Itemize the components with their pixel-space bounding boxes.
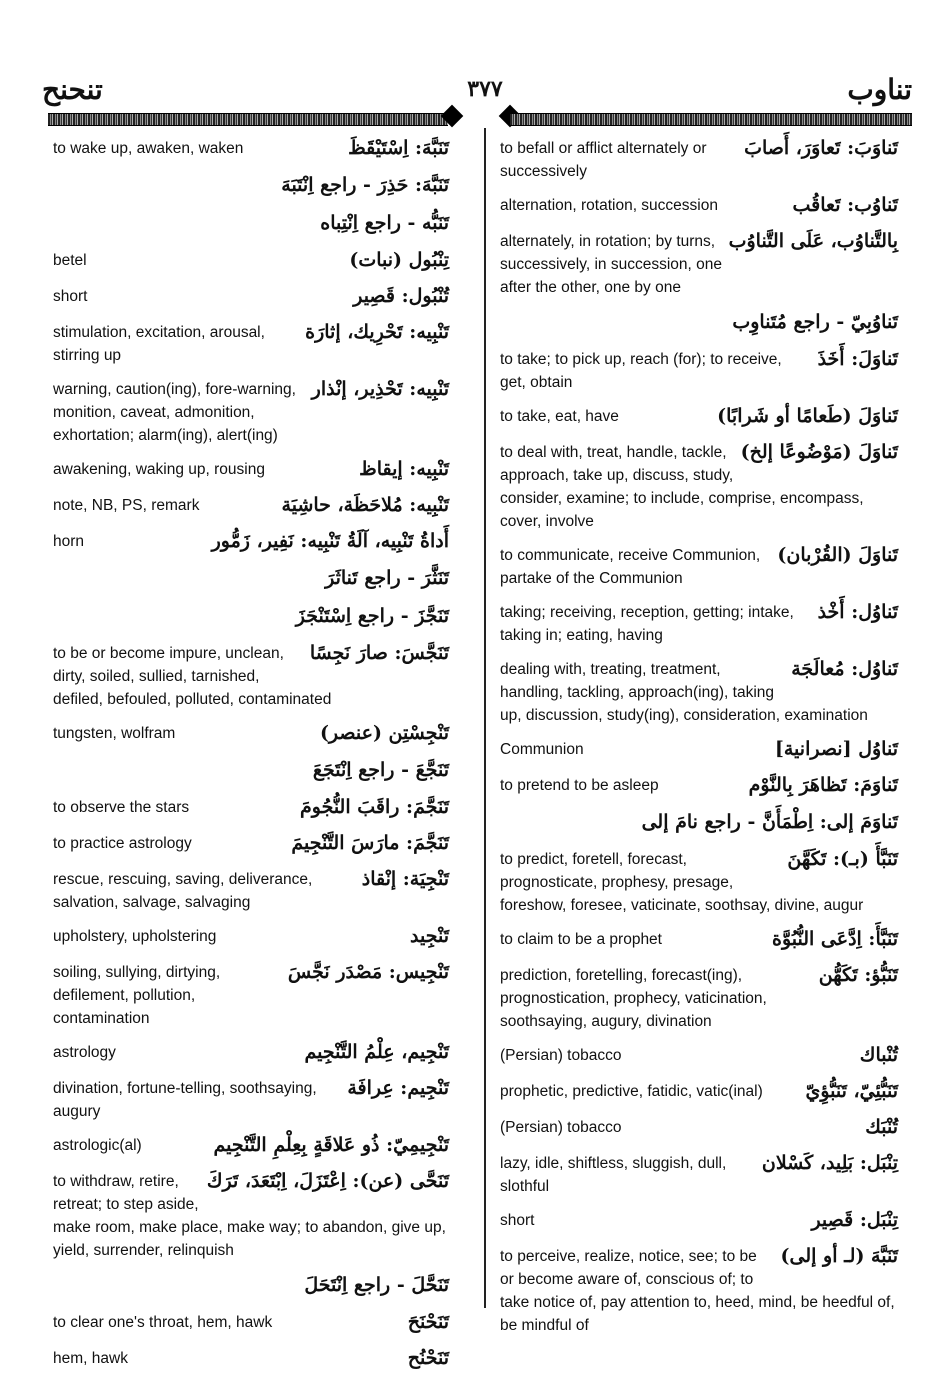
- dictionary-entry: [53, 793, 449, 821]
- arabic-cross-reference: تَنَحَّلَ - راجع اِنْتَحَلَ: [304, 1274, 449, 1296]
- arabic-headword: تَناوَلَ: أَخَذَ: [817, 348, 898, 370]
- dictionary-entry: [500, 735, 898, 763]
- dictionary-entry: [500, 191, 898, 219]
- english-definition: note, NB, PS, remark: [53, 497, 200, 514]
- arabic-cross-reference: تَنَجَّزَ - راجع اِسْتَنْجَزَ: [295, 605, 449, 627]
- arabic-headword: تَنَجَّسَ: صارَ نَجِسًا: [309, 642, 449, 664]
- arabic-headword: تَنَبَّهَ (لـ أو إلى): [780, 1245, 898, 1267]
- arabic-headword: تَناوُل: مُعالَجَة: [791, 658, 898, 680]
- dictionary-entry: [53, 865, 449, 914]
- arabic-cross-reference: تَنَثَّرَ - راجع تَناثَرَ: [325, 567, 449, 589]
- english-definition: to pretend to be asleep: [500, 777, 659, 794]
- dictionary-entry: [53, 1344, 449, 1372]
- english-definition: to take; to pick up, reach (for); to receive, get, obtain: [500, 351, 782, 391]
- dictionary-entry: [53, 829, 449, 857]
- english-definition: lazy, idle, shiftless, sluggish, dull, slothful: [500, 1155, 727, 1195]
- dictionary-entry: [500, 1242, 898, 1337]
- arabic-cross-reference: تَنَبُّه - راجع اِنْتِباه: [320, 212, 449, 234]
- english-definition: soiling, sullying, dirtying, defilement, pollution, contamination: [53, 964, 221, 1027]
- dictionary-entry: [500, 807, 898, 837]
- dictionary-entry: [53, 1270, 449, 1300]
- arabic-headword: تَناوَمَ: تَظاهَرَ بِالنَّوْم: [748, 774, 898, 796]
- right-column: [500, 134, 898, 1345]
- arabic-headword: تَنْجِيَة: إنْقاذ: [361, 868, 449, 890]
- dictionary-entry: [53, 134, 449, 162]
- left-guide-word: تنحنح: [42, 73, 103, 106]
- arabic-headword: تَنَبَّأَ (بـ): تَكَهَّنَ: [787, 848, 898, 870]
- english-definition: tungsten, wolfram: [53, 725, 176, 742]
- arabic-headword: تَنْبِيه: إيقاظ: [359, 458, 449, 480]
- right-guide-word: تناوب: [847, 73, 912, 106]
- dictionary-entry: [500, 1077, 898, 1105]
- page-number: ٣٧٧: [467, 76, 503, 102]
- arabic-headword: تَنْجِيم، عِلْمُ التَّنْجِيم: [304, 1041, 449, 1063]
- english-definition: short: [53, 288, 88, 305]
- arabic-headword: تَنَجَّمَ: مارَسَ التَّنْجِيمَ: [291, 832, 449, 854]
- dictionary-entry: [53, 282, 449, 310]
- dictionary-entry: [53, 1074, 449, 1123]
- english-definition: (Persian) tobacco: [500, 1119, 622, 1136]
- arabic-headword: أَداةُ تَنْبِيه، آلَةُ تَنْبِيه: نَفِير، زَمُّور: [211, 530, 449, 552]
- english-definition: alternation, rotation, succession: [500, 197, 718, 214]
- dictionary-entry: [500, 771, 898, 799]
- arabic-headword: تَنَبُّؤ: تَكَهُّن: [818, 964, 898, 986]
- english-definition: Communion: [500, 741, 584, 758]
- header-rule-right: [510, 113, 912, 126]
- dictionary-entry: [53, 958, 449, 1030]
- arabic-headword: تَنَبُّئِيّ، تَنَبُّؤِيّ: [805, 1080, 898, 1102]
- english-definition: to be or become impure, unclean, dirty, soiled, sullied, tarnished, defiled, befouled, polluted, contaminated: [53, 645, 332, 708]
- arabic-headword: تَنْجِيم: عِرافَة: [347, 1077, 449, 1099]
- arabic-headword: تَناوَبَ: تَعاوَرَ، أَصابَ: [744, 137, 898, 159]
- english-definition: to take, eat, have: [500, 408, 619, 425]
- dictionary-entry: [500, 925, 898, 953]
- arabic-headword: تَنْجِيس: مَصْدَر نَجَّسَ: [287, 961, 449, 983]
- arabic-headword: تَنْبِيه: مُلاحَظَة، حاشِيَة: [281, 494, 449, 516]
- arabic-headword: تَناوَلَ (طَعامًا أو شَرابًا): [717, 405, 898, 427]
- dictionary-entry: [53, 755, 449, 785]
- english-definition: to perceive, realize, notice, see; to be or become aware of, conscious of; to take notice of, pay attention to, heed, mind, be heedful of, be mindful of: [500, 1248, 895, 1334]
- dictionary-entry: [53, 563, 449, 593]
- arabic-headword: تَناوَلَ (مَوْضُوعًا إلخ): [740, 441, 898, 463]
- english-definition: to communicate, receive Communion, partake of the Communion: [500, 547, 761, 587]
- arabic-headword: تَناوُل: أَخْذ: [817, 601, 898, 623]
- english-definition: dealing with, treating, treatment, handling, tackling, approach(ing), taking up, discussion, study(ing), consideration, examination: [500, 661, 868, 724]
- column-divider: [484, 128, 486, 1308]
- dictionary-entry: [53, 491, 449, 519]
- english-definition: to befall or afflict alternately or successively: [500, 140, 707, 180]
- dictionary-entry: [500, 227, 898, 299]
- dictionary-entry: [500, 134, 898, 183]
- english-definition: divination, fortune-telling, soothsaying, augury: [53, 1080, 317, 1120]
- dictionary-entry: [500, 541, 898, 590]
- arabic-cross-reference: تَنَجَّعَ - راجع اِنْتَجَعَ: [312, 759, 449, 781]
- english-definition: taking; receiving, reception, getting; intake, taking in; eating, having: [500, 604, 794, 644]
- arabic-headword: تُنْبُول: قَصِير: [353, 285, 449, 307]
- english-definition: hem, hawk: [53, 1350, 128, 1367]
- english-definition: to clear one's throat, hem, hawk: [53, 1314, 273, 1331]
- dictionary-entry: [500, 1206, 898, 1234]
- english-definition: astrology: [53, 1044, 116, 1061]
- english-definition: warning, caution(ing), fore-warning, monition, caveat, admonition, exhortation; alarm(ing), alert(ing): [53, 381, 296, 444]
- arabic-headword: تَنْبِيه: تَحْرِيك، إثارَة: [305, 321, 449, 343]
- dictionary-entry: [500, 961, 898, 1033]
- dictionary-entry: [500, 1041, 898, 1069]
- dictionary-entry: [53, 922, 449, 950]
- header-rule-left: [48, 113, 448, 126]
- dictionary-entry: [53, 1308, 449, 1336]
- dictionary-entry: [53, 639, 449, 711]
- arabic-headword: تَنَحْنُح: [407, 1347, 449, 1369]
- english-definition: stimulation, excitation, arousal, stirring up: [53, 324, 265, 364]
- english-definition: to wake up, awaken, waken: [53, 140, 244, 157]
- arabic-headword: تَنَجَّمَ: راقَبَ النُّجُومَ: [299, 796, 449, 818]
- english-definition: horn: [53, 533, 85, 550]
- arabic-headword: تَنَحْنَحَ: [407, 1311, 449, 1333]
- english-definition: to withdraw, retire, retreat; to step aside, make room, make place, make way; to abandon, give up, yield, surrender, relinquish: [53, 1173, 446, 1259]
- dictionary-entry: [53, 1038, 449, 1066]
- dictionary-entry: [500, 345, 898, 394]
- english-definition: to observe the stars: [53, 799, 190, 816]
- dictionary-entry: [53, 455, 449, 483]
- english-definition: to predict, foretell, forecast, prognosticate, prophesy, presage, foreshow, foresee, vaticinate, soothsay, divine, augur: [500, 851, 864, 914]
- dictionary-entry: [500, 1113, 898, 1141]
- arabic-headword: تِنْبُول (نبات): [349, 249, 449, 271]
- arabic-headword: تِنْبَل: بَلِيد، كَسْلان: [761, 1152, 898, 1174]
- english-definition: awakening, waking up, rousing: [53, 461, 265, 478]
- dictionary-entry: [53, 375, 449, 447]
- dictionary-entry: [500, 307, 898, 337]
- dictionary-entry: [53, 1131, 449, 1159]
- english-definition: to practice astrology: [53, 835, 192, 852]
- arabic-cross-reference: تَنَبَّهَ: حَذِرَ - راجع اِنْتَبَهَ: [281, 174, 449, 196]
- arabic-headword: تَناوُب: تَعاقُب: [792, 194, 898, 216]
- arabic-headword: تِنْبَل: قَصِير: [811, 1209, 898, 1231]
- english-definition: prediction, foretelling, forecast(ing), prognostication, prophecy, vaticination, soothsaying, augury, divination: [500, 967, 767, 1030]
- arabic-headword: تَناوُل [نصرانية]: [774, 738, 898, 760]
- arabic-headword: بِالتَّناوُب، عَلَى التَّناوُب: [728, 230, 898, 252]
- english-definition: rescue, rescuing, saving, deliverance, salvation, salvage, salvaging: [53, 871, 313, 911]
- dictionary-entry: [53, 719, 449, 747]
- arabic-headword: تَنْجِيد: [410, 925, 449, 947]
- english-definition: short: [500, 1212, 535, 1229]
- arabic-headword: تَنَبَّهَ: اِسْتَيْقَظَ: [348, 137, 449, 159]
- dictionary-entry: [53, 527, 449, 555]
- english-definition: prophetic, predictive, fatidic, vatic(inal): [500, 1083, 763, 1100]
- arabic-headword: تُنْبَك: [865, 1116, 898, 1138]
- arabic-headword: تَنَبَّأَ: اِدَّعَى النُّبُوَّة: [771, 928, 898, 950]
- dictionary-entry: [500, 1149, 898, 1198]
- arabic-headword: تَنْجِيمِيّ: ذُو عَلاقَةٍ بِعِلْمِ التَّنْجِيم: [213, 1134, 449, 1156]
- english-definition: to deal with, treat, handle, tackle, approach, take up, discuss, study, consider, examine; to include, comprise, encompass, cover, involve: [500, 444, 864, 530]
- dictionary-entry: [500, 402, 898, 430]
- left-column: [53, 134, 449, 1380]
- arabic-headword: تَنْبِيه: تَحْذِير، إنْذار: [311, 378, 449, 400]
- arabic-cross-reference: تَناوَمَ إلى: اِطْمَأَنَّ - راجع نامَ إلى: [641, 811, 898, 833]
- dictionary-entry: [53, 246, 449, 274]
- arabic-headword: تَناوَلَ (القُرْبان): [777, 544, 898, 566]
- dictionary-entry: [53, 208, 449, 238]
- dictionary-entry: [500, 438, 898, 533]
- dictionary-entry: [53, 170, 449, 200]
- dictionary-entry: [500, 655, 898, 727]
- dictionary-entry: [500, 598, 898, 647]
- english-definition: astrologic(al): [53, 1137, 142, 1154]
- arabic-headword: تَنْجِسْتِن (عنصر): [319, 722, 449, 744]
- english-definition: (Persian) tobacco: [500, 1047, 622, 1064]
- arabic-headword: تُنْباك: [859, 1044, 898, 1066]
- english-definition: betel: [53, 252, 87, 269]
- english-definition: upholstery, upholstering: [53, 928, 217, 945]
- english-definition: alternately, in rotation; by turns, successively, in succession, one after the other, one by one: [500, 233, 722, 296]
- dictionary-entry: [53, 601, 449, 631]
- dictionary-entry: [53, 1167, 449, 1262]
- dictionary-entry: [53, 318, 449, 367]
- dictionary-entry: [500, 845, 898, 917]
- english-definition: to claim to be a prophet: [500, 931, 662, 948]
- arabic-cross-reference: تَناوُبِيّ - راجع مُتَناوِب: [732, 311, 898, 333]
- arabic-headword: تَنَحَّى (عن): اِعْتَزَلَ، اِبْتَعَدَ، تَرَكَ: [206, 1170, 449, 1192]
